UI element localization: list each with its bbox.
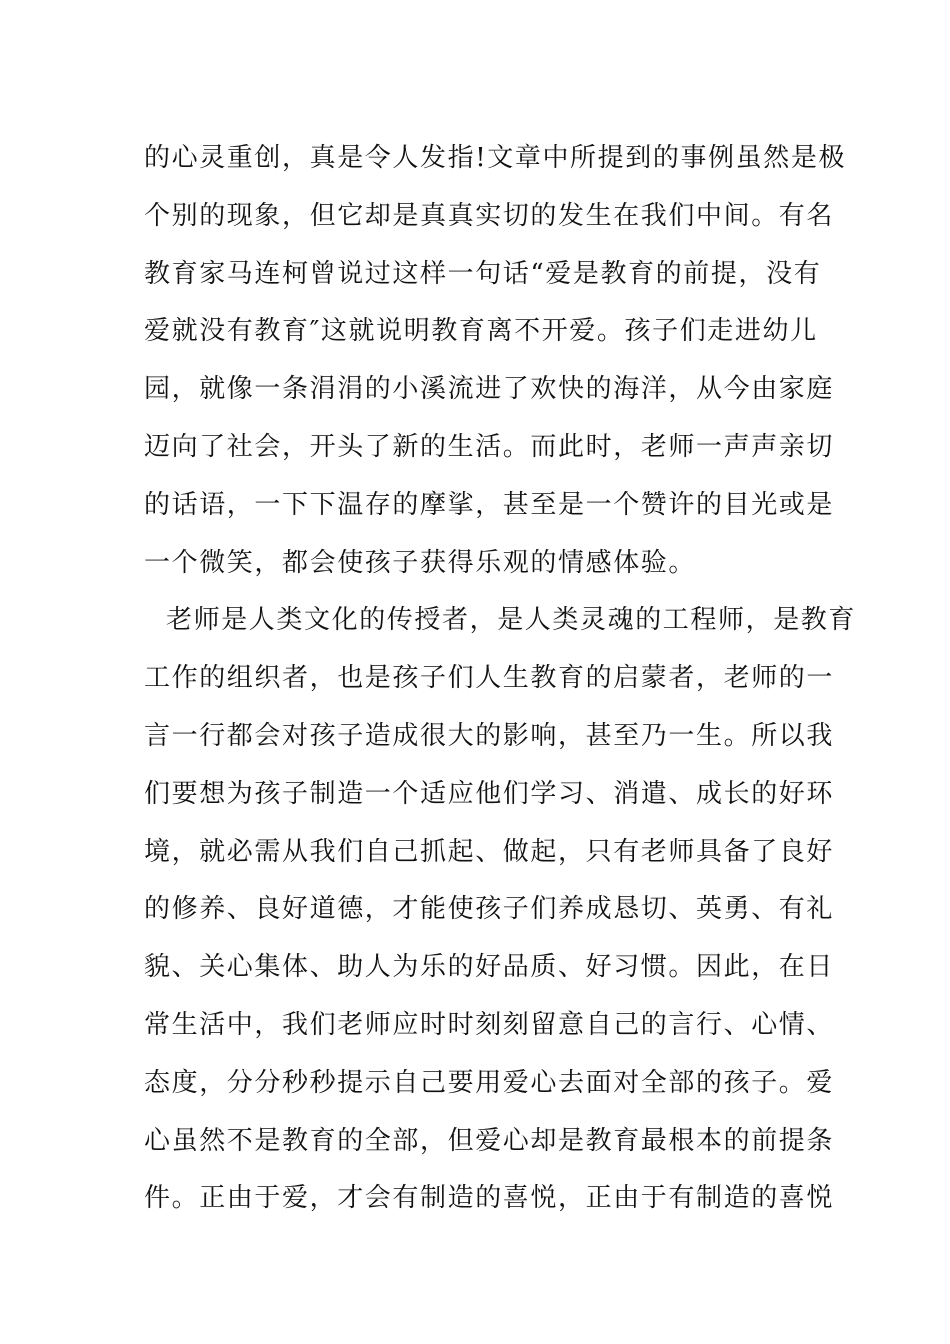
text-line: 的修养、良好道德，才能使孩子们养成恳切、英勇、有礼 — [144, 894, 835, 925]
text-line: 态度，分分秒秒提示自己要用爱心去面对全部的孩子。爱 — [144, 1067, 835, 1098]
text-line: 们要想为孩子制造一个适应他们学习、消遣、成长的好环 — [144, 778, 835, 809]
text-line: 爱就没有教育″这就说明教育离不开爱。孩子们走进幼儿 — [144, 316, 818, 347]
text-line: 言一行都会对孩子造成很大的影响，甚至乃一生。所以我 — [144, 720, 835, 751]
text-line: 境，就必需从我们自己抓起、做起，只有老师具备了良好 — [144, 836, 835, 867]
text-line: 常生活中，我们老师应时时刻刻留意自己的言行、心情、 — [144, 1009, 835, 1040]
text-line: 园，就像一条涓涓的小溪流进了欢快的海洋，从今由家庭 — [144, 374, 835, 405]
text-line: 教育家马连柯曾说过这样一句话“爱是教育的前提，没有 — [144, 258, 822, 289]
text-line: 心虽然不是教育的全部，但爱心却是教育最根本的前提条 — [144, 1125, 835, 1156]
text-line: 的话语，一下下温存的摩挲，甚至是一个赞许的目光或是 — [144, 489, 835, 520]
text-line: 个别的现象，但它却是真真实切的发生在我们中间。有名 — [144, 200, 835, 231]
text-line: 工作的组织者，也是孩子们人生教育的启蒙者，老师的一 — [144, 663, 835, 694]
text-line: 貌、关心集体、助人为乐的好品质、好习惯。因此，在日 — [144, 952, 835, 983]
paragraph-start-line: 老师是人类文化的传授者，是人类灵魂的工程师，是教育 — [166, 605, 857, 636]
text-line: 一个微笑，都会使孩子获得乐观的情感体验。 — [144, 547, 697, 578]
text-line: 迈向了社会，开头了新的生活。而此时，老师一声声亲切 — [144, 431, 835, 462]
body-text — [144, 130, 857, 1228]
text-line: 的心灵重创，真是令人发指!文章中所提到的事例虽然是极 — [144, 143, 847, 173]
text-line: 件。正由于爱，才会有制造的喜悦，正由于有制造的喜悦 — [144, 1183, 835, 1214]
